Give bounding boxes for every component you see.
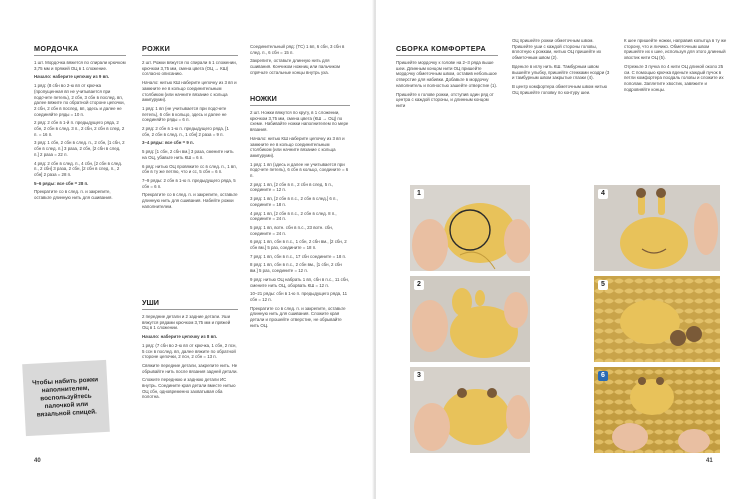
- horns-para: Начало: нитью КШ наберите цепочку из 3 вп и замкните ее в кольцо соединительным столбиком (или начните вязание с кольца амигуруми).: [142, 80, 237, 103]
- assembly-instructions-2: [512, 38, 612, 98]
- photo-5-illustration: [594, 276, 720, 362]
- legs-para: 3 ряд: 1 вп, [2 сбн в п.с., 2 сбн в след.] 6 п., соедините = 18 п.: [250, 196, 338, 207]
- legs-para: Начало: нитью КШ наберите цепочку из 3 вп и замкните ее в кольцо соединительным столбиком (или начните вязание с кольца амигуруми).: [250, 135, 345, 158]
- photo-1-illustration: [410, 185, 530, 271]
- face-para: Прекратите со в след. п. и закрепите, оставьте длинную нить для сшивания.: [34, 189, 113, 201]
- legs-para: 4 ряд: 1 вп, [2 сбн в п.с., 2 сбн в след. 8 п., соедините = 24 п.: [250, 210, 337, 222]
- assembly-para: Вденьте в иглу нить КШ. Тамбурным швом вышейте улыбку, пришейте стежками ноздри (3 и тамбурным швом закрытые глазки (4).: [512, 63, 610, 81]
- step-photo-4: [594, 185, 720, 271]
- ears-end-para: Закрепите, оставьте длинную нить для сшивания. Кончиком ножниц или пальчиком спрячьте остальные концы внутрь уха.: [250, 58, 341, 75]
- legs-para: 5 ряд: 1 вп, вотн. сбн в п.с., 23 вотн. сбн, соедините = 24 п.: [250, 224, 334, 236]
- photo-label: 4: [598, 189, 608, 199]
- ears-para: 2 передние детали и 2 задние детали. Уши вяжутся рядами крючком 3,75 мм и пряжей ОЦ в 1 сложении.: [142, 314, 231, 331]
- ears-end-instructions: [250, 44, 350, 79]
- photo-label: 3: [414, 371, 424, 381]
- ears-para: 1 ряд: (7 сбн во 2-ю вп от крючка, 1 сбн, 2 псн, 5 ссн в послед. вп, далее вяжите по обратной стороне цепочки, 2 псн, 2 сбн = 13 п.: [142, 342, 237, 360]
- photo-4-illustration: [594, 185, 720, 271]
- step-photo-6: [594, 367, 720, 453]
- face-para: 1 шт. Мордочка вяжется по спирали крючком 3,75 мм и пряжей ОЦ в 1 сложение.: [34, 60, 126, 71]
- face-para: Начало: наберите цепочку из 9 вп.: [34, 74, 110, 80]
- step-photo-2: [410, 276, 530, 362]
- photo-label: 6: [598, 371, 608, 381]
- left-page: [0, 0, 374, 499]
- page-number-right: 41: [706, 458, 713, 464]
- assembly-para: ОЦ пришейте рожки обметочным швом. Пришейте уши с каждой стороны головы, вплотную к рожкам, нитью ОЦ пришейте их обметочным швом (2).: [512, 38, 602, 61]
- photo-label: 5: [598, 280, 608, 290]
- legs-para: 9 ряд: нитью ОЦ набрать 1 вп, сбн в п.с., 11 сбн, смените нить ОЦ, оборвать КШ = 12 п.: [250, 276, 349, 288]
- photo-label: 2: [414, 280, 424, 290]
- face-para: 4 ряд: 2 сбн в след. п., 4 сбн, [2 сбн в след. п., 2 сбн] 3 раза, 2 сбн, [2 сбн в след. п., 2 сбн] 2 раза = 28 п.: [34, 160, 123, 177]
- ears-para: Начало: наберите цепочку из 8 вп.: [142, 334, 218, 340]
- assembly-instructions-3: [624, 38, 728, 95]
- horns-para: Прекратите со в след. п. и закрепите, оставьте длинную нить для сшивания. Набейте рожки наполнителем.: [142, 192, 238, 209]
- section-heading-face: МОРДОЧКА: [34, 44, 126, 56]
- section-heading-legs: НОЖКИ: [250, 94, 350, 106]
- assembly-para: В центр комфортера обметочным швом нитью ОЦ пришейте головку по контуру шеи.: [512, 83, 608, 95]
- assembly-para: К шее пришейте ножки, направив копытца в ту же сторону, что и личико. Обметочным швом пришейте их к шее, используя для этого длинный хвостик нити ОЦ (5).: [624, 38, 727, 61]
- legs-para: 1 ряд: 1 вп (здесь и далее не учитывается при подсчете петель), 6 сбн в кольцо, соедините = 6 п.: [250, 161, 349, 179]
- horns-para: 1 ряд: 1 вп (не учитывается при подсчете петель), 6 сбн в кольцо, здесь и далее не соединяйте ряды = 6 п.: [142, 105, 227, 123]
- horns-instructions: [142, 60, 238, 212]
- step-photo-3: [410, 367, 530, 453]
- right-page: [376, 0, 750, 499]
- legs-para: 7 ряд: 1 вп, сбн в п.с., 17 сбн соедините = 18 п.: [250, 253, 347, 259]
- photo-2-illustration: [410, 276, 530, 362]
- ears-end-para: Соединительный ряд: (ТС) 1 вп, 6 сбн, 3 сбн в след. п., 6 сбн = 15 п.: [250, 44, 345, 55]
- face-para: 1 ряд: (8 сбн во 2-ю вп от крючка (пропущенная вп не учитывается при подсчете петель), 2 сбн, 3 сбн в послед. вп, далее вяжите по обратной стороне цепочки, 2 сбн, 2 сбн в послед. вп, здесь и далее не соединяйте ряды = 10 п.: [34, 83, 125, 117]
- assembly-para: Пришейте мордочку к голове на 2–3 ряда выше шеи. Длинным концом нити ОЦ пришейте мордочку обметочным швом, оставив небольшое отверстие для набивки. Добавьте в мордочку наполнитель и полностью зашейте отверстие (1).: [396, 60, 498, 88]
- tip-callout: [22, 360, 110, 436]
- legs-para: 10–21 ряды: сбн в 1-ю п. предыдущего ряда, 11 сбн = 12 п.: [250, 291, 348, 302]
- legs-para: 2 шт. Ножки вяжутся по кругу, в 1 сложении, крючком 3,75 мм, смена цвета (КШ → ОЦ) по схеме. Набивайте ножки наполнителем по мере вязания.: [250, 110, 349, 133]
- legs-para: 8 ряд: 1 вп, сбн в п.с., 2 сбн вм., [1 сбн, 2 сбн вм.] 5 раз, соедините = 12 п.: [250, 262, 342, 274]
- page-number-left: 40: [34, 458, 41, 464]
- face-para: 3 ряд: 1 сбн, 2 сбн в след. п., 2 сбн, [1 сбн, 2 сбн в след. п.] 3 раза, 2 сбн, [2 сбн в след. п.] 2 раза = 22 п.: [34, 140, 125, 157]
- horns-para: 7–9 ряды: 2 сбн в 1-ю п. предыдущего ряда, 5 сбн = 6 п.: [142, 177, 236, 189]
- ears-para: Свяжите передние детали, закрепите нить. Не обрывайте нить после вязания задней детали.: [142, 362, 238, 374]
- face-para: 5–6 ряды: все сбн = 28 п.: [34, 180, 89, 186]
- face-para: 2 ряд: 2 сбн в 1-й п. предыдущего ряда, 2 сбн, 2 сбн в след. 3 п., 2 сбн, 2 сбн в след. 2 п. = 16 п.: [34, 120, 125, 137]
- photo-3-illustration: [410, 367, 530, 453]
- ears-instructions: [142, 314, 238, 403]
- assembly-para: Пришейте к голове рожки, отступив один ряд от центра с каждой стороны, и длинным концом нити: [396, 91, 494, 108]
- horns-para: 3–4 ряды: все сбн = 9 п.: [142, 140, 194, 146]
- legs-instructions: [250, 110, 350, 332]
- horns-para: 6 ряд: нитью ОЦ провяжите сс в след. п., 1 вп, сбн в ту же петлю, что и сс, 5 сбн = 6 п.: [142, 163, 237, 175]
- photo-6-illustration: [594, 367, 720, 453]
- section-heading-ears: УШИ: [142, 298, 238, 310]
- legs-para: 2 ряд: 1 вп, [2 сбн в п., 2 сбн в след. 5 п., соедините = 12 п.: [250, 181, 334, 193]
- section-heading-assembly: СБОРКА КОМФОРТЕРА: [396, 44, 498, 56]
- horns-para: 2 ряд: 2 сбн в 1-ю п. предыдущего ряда, [1 сбн, 2 сбн в след. п., 1 сбн] 2 раза = 9 п.: [142, 126, 229, 137]
- step-photo-5: [594, 276, 720, 362]
- horns-para: 2 шт. Рожки вяжутся по спирали в 1 сложении, крючком 3,75 мм, смена цвета (ОЦ → КШ) согласно описанию.: [142, 60, 237, 77]
- step-photo-1: [410, 185, 530, 271]
- section-heading-horns: РОЖКИ: [142, 44, 238, 56]
- ears-para: Сложите переднюю и заднюю детали ИС внутрь. Соедините края детали вместе нитью ОЦ сбн, одновременно захватывая оба полотна.: [142, 377, 236, 400]
- tip-text: Чтобы набить рожки наполнителем, воспользуйтесь палочкой или вязальной спицей.: [31, 376, 99, 419]
- face-instructions: [34, 60, 126, 204]
- assembly-instructions: [396, 60, 498, 112]
- legs-para: Прекратите со в след. п. и закрепите, оставьте длинную нить для сшивания. Сложите края детали и прошейте отверстие, не обрывайте нить ОЦ.: [250, 305, 346, 328]
- horns-para: 5 ряд: [1 сбн, 2 сбн вм.] 3 раза, смените нить на ОЦ, убавьте нить КШ = 6 п.: [142, 149, 234, 160]
- assembly-para: Отрежьте 3 пучка по 4 нити ОЦ длиной около 25 см. С помощью крючка вденьте каждый пучок в петли комфортера поодаль головы и сложите их пополам. Заплетите хвостик, завяжите и подровняйте концы.: [624, 63, 724, 92]
- legs-para: 6 ряд: 1 вп, сбн в п.с., 1 сбн, 2 сбн вм., [2 сбн, 2 сбн вм.] 5 раз, соедините = 18 п.: [250, 239, 347, 251]
- photo-label: 1: [414, 189, 424, 199]
